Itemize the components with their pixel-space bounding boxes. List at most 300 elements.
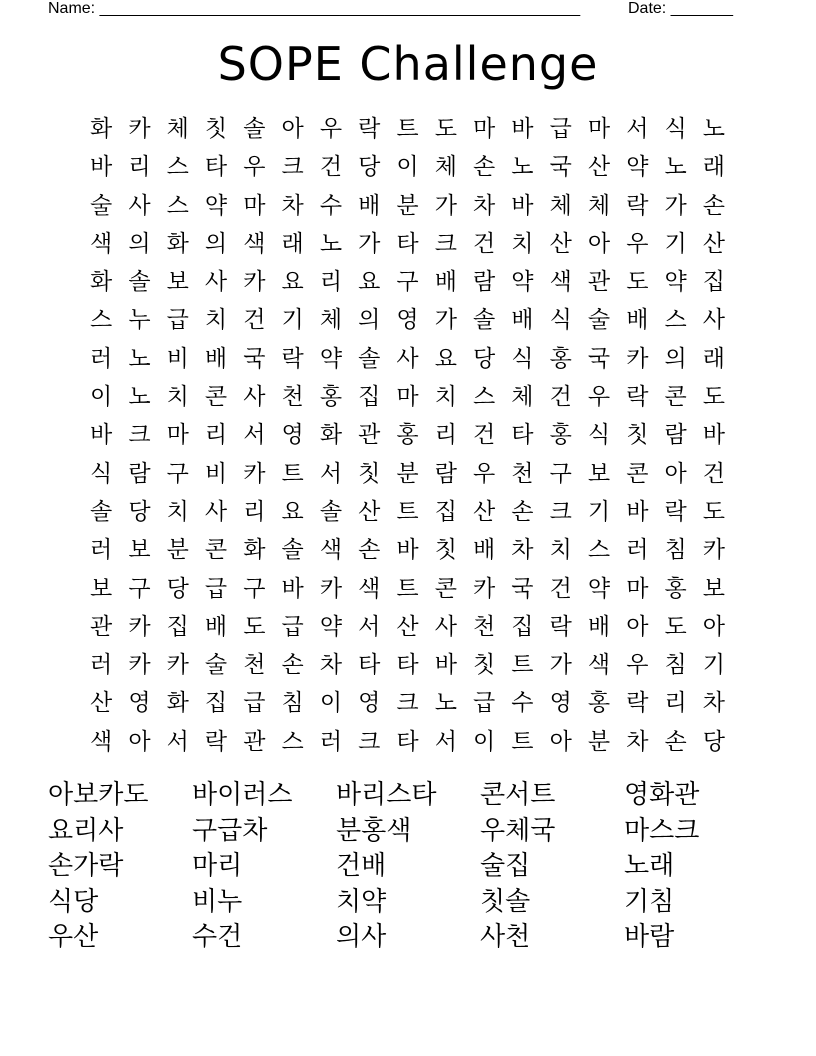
grid-letter[interactable]: 람 — [664, 422, 687, 449]
grid-letter[interactable]: 가 — [549, 652, 572, 679]
grid-letter[interactable]: 약 — [587, 575, 611, 602]
grid-letter[interactable]: 색 — [90, 728, 113, 755]
grid-letter[interactable]: 칫 — [434, 537, 457, 564]
word-list-item: 구급차 — [192, 815, 268, 846]
grid-letter[interactable]: 요 — [281, 269, 304, 296]
grid-letter[interactable]: 건 — [243, 307, 266, 334]
grid-letter[interactable]: 치 — [434, 384, 457, 411]
grid-letter[interactable]: 락 — [358, 116, 381, 142]
grid-letter[interactable]: 산 — [549, 230, 572, 257]
grid-letter[interactable]: 체 — [434, 154, 457, 181]
grid-letter[interactable]: 서 — [358, 613, 381, 640]
grid-letter[interactable]: 수 — [319, 192, 343, 219]
grid-letter[interactable]: 치 — [511, 230, 534, 257]
grid-letter[interactable]: 스 — [664, 307, 687, 334]
grid-letter[interactable]: 카 — [166, 652, 189, 679]
grid-letter[interactable]: 기 — [702, 652, 725, 679]
grid-letter[interactable]: 리 — [243, 498, 266, 525]
grid-letter[interactable]: 배 — [587, 613, 611, 640]
grid-letter[interactable]: 배 — [204, 613, 228, 640]
grid-letter[interactable]: 치 — [549, 537, 572, 564]
grid-letter[interactable]: 러 — [626, 537, 649, 564]
grid-letter[interactable]: 영 — [358, 690, 381, 717]
grid-letter[interactable]: 콘 — [434, 575, 457, 602]
grid-letter[interactable]: 분 — [166, 537, 189, 564]
grid-letter[interactable]: 차 — [626, 728, 649, 755]
grid-letter[interactable]: 가 — [434, 192, 457, 219]
grid-letter[interactable]: 집 — [511, 613, 534, 640]
grid-letter[interactable]: 리 — [434, 422, 457, 449]
grid-letter[interactable]: 급 — [281, 613, 304, 640]
grid-letter[interactable]: 크 — [434, 230, 457, 257]
grid-letter[interactable]: 당 — [473, 345, 496, 372]
grid-letter[interactable]: 홍 — [549, 422, 572, 449]
grid-letter[interactable]: 손 — [358, 537, 381, 564]
grid-letter[interactable]: 색 — [549, 269, 572, 296]
grid-letter[interactable]: 보 — [587, 460, 611, 487]
grid-letter[interactable]: 국 — [549, 154, 572, 181]
grid-letter[interactable]: 침 — [664, 652, 687, 679]
grid-letter[interactable]: 천 — [511, 460, 534, 487]
grid-letter[interactable]: 천 — [281, 384, 304, 411]
grid-letter[interactable]: 국 — [587, 345, 611, 372]
grid-letter[interactable]: 치 — [166, 384, 189, 411]
grid-letter[interactable]: 집 — [434, 498, 457, 525]
grid-letter[interactable]: 배 — [626, 307, 649, 334]
grid-letter[interactable]: 술 — [204, 652, 228, 679]
grid-letter[interactable]: 급 — [243, 690, 266, 717]
grid-letter[interactable]: 관 — [358, 422, 381, 449]
word-list-item: 분홍색 — [336, 815, 412, 846]
grid-letter[interactable]: 리 — [204, 422, 228, 449]
grid-letter[interactable]: 영 — [128, 690, 151, 717]
word-list-item: 바리스타 — [336, 780, 437, 810]
grid-letter[interactable]: 손 — [281, 652, 304, 679]
grid-letter[interactable]: 천 — [473, 613, 496, 640]
grid-letter[interactable]: 솔 — [358, 345, 381, 372]
grid-letter[interactable]: 락 — [626, 384, 649, 411]
grid-letter[interactable]: 홍 — [319, 384, 343, 411]
grid-letter[interactable]: 타 — [511, 422, 534, 449]
grid-letter[interactable]: 배 — [511, 307, 534, 334]
grid-letter[interactable]: 사 — [434, 613, 457, 640]
grid-letter[interactable]: 체 — [511, 384, 534, 411]
grid-letter[interactable]: 솔 — [319, 498, 343, 525]
grid-letter[interactable]: 러 — [90, 537, 113, 564]
grid-letter[interactable]: 술 — [90, 192, 113, 219]
grid-letter[interactable]: 당 — [128, 498, 151, 525]
grid-letter[interactable]: 의 — [204, 230, 228, 257]
grid-letter[interactable]: 바 — [90, 154, 113, 181]
grid-letter[interactable]: 바 — [434, 652, 457, 679]
grid-letter[interactable]: 비 — [166, 345, 189, 372]
grid-letter[interactable]: 도 — [626, 269, 649, 296]
grid-letter[interactable]: 스 — [281, 728, 304, 755]
grid-letter[interactable]: 화 — [243, 537, 266, 564]
grid-letter[interactable]: 체 — [549, 192, 572, 219]
grid-letter[interactable]: 크 — [358, 728, 381, 755]
grid-letter[interactable]: 산 — [587, 154, 611, 181]
word-list-item: 손가락 — [48, 851, 124, 881]
grid-letter[interactable]: 국 — [243, 345, 266, 372]
grid-letter[interactable]: 노 — [664, 154, 687, 181]
grid-letter[interactable]: 구 — [243, 575, 266, 602]
word-list-item: 바람 — [624, 922, 675, 952]
grid-letter[interactable]: 아 — [626, 613, 649, 640]
grid-letter[interactable]: 이 — [90, 384, 113, 411]
grid-letter[interactable]: 홍 — [587, 690, 611, 717]
grid-letter[interactable]: 이 — [319, 690, 343, 717]
grid-letter[interactable]: 손 — [702, 192, 725, 219]
grid-letter[interactable]: 락 — [664, 498, 687, 525]
grid-letter[interactable]: 서 — [434, 728, 457, 755]
grid-letter[interactable]: 바 — [702, 422, 725, 449]
grid-letter[interactable]: 산 — [702, 230, 725, 257]
grid-letter[interactable]: 식 — [511, 345, 534, 372]
grid-letter[interactable]: 트 — [396, 116, 419, 142]
grid-letter[interactable]: 노 — [511, 154, 534, 181]
grid-letter[interactable]: 마 — [473, 116, 496, 142]
grid-letter[interactable]: 솔 — [243, 116, 266, 142]
grid-letter[interactable]: 보 — [702, 575, 725, 602]
grid-letter[interactable]: 스 — [90, 307, 113, 334]
grid-letter[interactable]: 아 — [281, 116, 304, 142]
grid-letter[interactable]: 서 — [626, 116, 649, 142]
grid-letter[interactable]: 침 — [281, 690, 304, 717]
grid-letter[interactable]: 기 — [281, 307, 304, 334]
grid-letter[interactable]: 도 — [243, 613, 266, 640]
grid-letter[interactable]: 관 — [243, 728, 266, 755]
grid-letter[interactable]: 급 — [549, 116, 572, 142]
grid-letter[interactable]: 콘 — [664, 384, 687, 411]
word-list-item: 마스크 — [624, 815, 700, 846]
grid-letter[interactable]: 의 — [358, 307, 381, 334]
grid-letter[interactable]: 러 — [90, 345, 113, 372]
grid-letter[interactable]: 당 — [358, 154, 381, 181]
grid-letter[interactable]: 비 — [204, 460, 228, 487]
grid-letter[interactable]: 구 — [166, 460, 189, 487]
grid-letter[interactable]: 마 — [587, 116, 611, 142]
grid-letter[interactable]: 천 — [243, 652, 266, 679]
grid-letter[interactable]: 솔 — [128, 269, 151, 296]
grid-letter[interactable]: 영 — [396, 307, 419, 334]
grid-letter[interactable]: 화 — [166, 690, 189, 717]
grid-letter[interactable]: 배 — [358, 192, 381, 219]
grid-letter[interactable]: 급 — [204, 575, 228, 602]
name-field-label[interactable]: Name: ______________________________________________________ — [48, 0, 581, 17]
grid-letter[interactable]: 람 — [128, 460, 151, 487]
grid-letter[interactable]: 카 — [128, 652, 151, 679]
grid-letter[interactable]: 카 — [128, 116, 151, 142]
grid-letter[interactable]: 스 — [587, 537, 611, 564]
grid-letter[interactable]: 카 — [626, 345, 649, 372]
grid-letter[interactable]: 건 — [473, 230, 496, 257]
grid-letter[interactable]: 트 — [396, 575, 419, 602]
grid-letter[interactable]: 가 — [434, 307, 457, 334]
grid-letter[interactable]: 스 — [166, 154, 189, 181]
grid-letter[interactable]: 마 — [626, 575, 649, 602]
grid-letter[interactable]: 칫 — [358, 460, 381, 487]
grid-letter[interactable]: 카 — [243, 460, 266, 487]
grid-letter[interactable]: 락 — [626, 690, 649, 717]
grid-letter[interactable]: 색 — [358, 575, 381, 602]
grid-letter[interactable]: 서 — [319, 460, 343, 487]
grid-letter[interactable]: 식 — [90, 460, 113, 487]
grid-letter[interactable]: 래 — [702, 345, 725, 372]
grid-letter[interactable]: 산 — [473, 498, 496, 525]
grid-letter[interactable]: 콘 — [204, 384, 228, 411]
grid-letter[interactable]: 손 — [473, 154, 496, 181]
grid-letter[interactable]: 기 — [664, 230, 687, 257]
grid-letter[interactable]: 러 — [90, 652, 113, 679]
grid-letter[interactable]: 색 — [90, 230, 113, 257]
grid-letter[interactable]: 타 — [396, 230, 419, 257]
grid-letter[interactable]: 타 — [358, 652, 381, 679]
grid-letter[interactable]: 산 — [396, 613, 419, 640]
grid-letter[interactable]: 칫 — [626, 422, 649, 449]
grid-letter[interactable]: 도 — [702, 384, 725, 411]
grid-letter[interactable]: 노 — [128, 384, 151, 411]
grid-letter[interactable]: 분 — [396, 192, 419, 219]
grid-letter[interactable]: 아 — [549, 728, 572, 755]
grid-letter[interactable]: 보 — [166, 269, 189, 296]
grid-letter[interactable]: 서 — [166, 728, 189, 755]
word-list-item: 건배 — [336, 851, 387, 881]
grid-letter[interactable]: 아 — [128, 728, 151, 755]
grid-letter[interactable]: 바 — [626, 498, 649, 525]
word-list — [48, 778, 768, 956]
grid-letter[interactable]: 우 — [587, 384, 611, 411]
grid-letter[interactable]: 래 — [702, 154, 725, 181]
grid-letter[interactable]: 기 — [587, 498, 611, 525]
grid-letter[interactable]: 도 — [664, 613, 687, 640]
grid-letter[interactable]: 솔 — [90, 498, 113, 525]
grid-letter[interactable]: 사 — [396, 345, 419, 372]
grid-letter[interactable]: 솔 — [473, 307, 496, 334]
grid-letter[interactable]: 색 — [587, 652, 611, 679]
grid-letter[interactable]: 타 — [396, 728, 419, 755]
grid-letter[interactable]: 스 — [166, 192, 189, 219]
date-field-label[interactable]: Date: _______ — [628, 0, 733, 17]
grid-letter[interactable]: 손 — [511, 498, 534, 525]
grid-letter[interactable]: 노 — [319, 230, 343, 257]
grid-letter[interactable]: 홍 — [664, 575, 687, 602]
grid-letter[interactable]: 도 — [702, 498, 725, 525]
grid-letter[interactable]: 화 — [90, 269, 113, 296]
grid-letter[interactable]: 의 — [128, 230, 151, 257]
grid-letter[interactable]: 치 — [204, 307, 228, 334]
grid-letter[interactable]: 아 — [587, 230, 611, 257]
grid-letter[interactable]: 약 — [319, 345, 343, 372]
grid-letter[interactable]: 색 — [243, 230, 266, 257]
grid-letter[interactable]: 국 — [511, 575, 534, 602]
grid-letter[interactable]: 식 — [587, 422, 611, 449]
grid-letter[interactable]: 식 — [549, 307, 572, 334]
grid-letter[interactable]: 집 — [702, 269, 725, 296]
grid-letter[interactable]: 락 — [549, 613, 572, 640]
grid-letter[interactable]: 홍 — [549, 345, 572, 372]
grid-letter[interactable]: 아 — [664, 460, 687, 487]
grid-letter[interactable]: 영 — [281, 422, 304, 449]
grid-letter[interactable]: 구 — [549, 460, 572, 487]
grid-letter[interactable]: 도 — [434, 116, 457, 142]
grid-letter[interactable]: 람 — [434, 460, 457, 487]
grid-letter[interactable]: 트 — [281, 460, 304, 487]
grid-letter[interactable]: 의 — [664, 345, 687, 372]
grid-letter[interactable]: 건 — [549, 384, 572, 411]
grid-letter[interactable]: 약 — [511, 269, 534, 296]
grid-letter[interactable]: 요 — [434, 345, 457, 372]
grid-letter[interactable]: 관 — [90, 613, 113, 640]
grid-letter[interactable]: 요 — [281, 498, 304, 525]
grid-letter[interactable]: 락 — [204, 728, 228, 755]
grid-letter[interactable]: 가 — [358, 230, 381, 257]
grid-letter[interactable]: 크 — [281, 154, 304, 181]
grid-letter[interactable]: 카 — [473, 575, 496, 602]
grid-letter[interactable]: 약 — [626, 154, 649, 181]
grid-letter[interactable]: 노 — [128, 345, 151, 372]
grid-letter[interactable]: 람 — [473, 269, 496, 296]
word-list-item: 치약 — [336, 886, 387, 917]
grid-letter[interactable]: 트 — [396, 498, 419, 525]
grid-letter[interactable]: 보 — [90, 575, 113, 602]
grid-letter[interactable]: 건 — [702, 460, 725, 487]
grid-letter[interactable]: 카 — [243, 269, 266, 296]
grid-letter[interactable]: 누 — [128, 307, 151, 334]
grid-letter[interactable]: 가 — [664, 192, 687, 219]
grid-letter[interactable]: 우 — [243, 154, 266, 181]
grid-letter[interactable]: 영 — [549, 690, 572, 717]
grid-letter[interactable]: 리 — [128, 154, 151, 181]
grid-letter[interactable]: 칫 — [204, 116, 228, 142]
grid-letter[interactable]: 우 — [626, 652, 649, 679]
grid-letter[interactable]: 약 — [319, 613, 343, 640]
grid-letter[interactable]: 마 — [396, 384, 419, 411]
grid-letter[interactable]: 요 — [358, 269, 381, 296]
grid-letter[interactable]: 약 — [664, 269, 687, 296]
grid-letter[interactable]: 체 — [319, 307, 343, 334]
grid-letter[interactable]: 트 — [511, 728, 534, 755]
grid-letter[interactable]: 구 — [128, 575, 151, 602]
grid-letter[interactable]: 보 — [128, 537, 151, 564]
grid-letter[interactable]: 배 — [473, 537, 496, 564]
grid-letter[interactable]: 카 — [702, 537, 725, 564]
grid-letter[interactable]: 식 — [664, 116, 687, 142]
grid-letter[interactable]: 차 — [319, 652, 343, 679]
grid-letter[interactable]: 집 — [166, 613, 189, 640]
grid-letter[interactable]: 사 — [243, 384, 266, 411]
grid-letter[interactable]: 러 — [319, 728, 343, 755]
grid-letter[interactable]: 당 — [166, 575, 189, 602]
grid-letter[interactable]: 화 — [90, 116, 113, 142]
grid-letter[interactable]: 사 — [204, 498, 228, 525]
grid-letter[interactable]: 건 — [319, 154, 343, 181]
grid-letter[interactable]: 솔 — [281, 537, 304, 564]
grid-letter[interactable]: 바 — [90, 422, 113, 449]
grid-letter[interactable]: 카 — [319, 575, 343, 602]
grid-letter[interactable]: 사 — [204, 269, 228, 296]
grid-letter[interactable]: 리 — [319, 269, 343, 296]
grid-letter[interactable]: 트 — [511, 652, 534, 679]
grid-letter[interactable]: 콘 — [626, 460, 649, 487]
grid-letter[interactable]: 카 — [128, 613, 151, 640]
grid-letter[interactable]: 타 — [396, 652, 419, 679]
grid-letter[interactable]: 사 — [128, 192, 151, 219]
grid-letter[interactable]: 락 — [281, 345, 304, 372]
grid-letter[interactable]: 배 — [204, 345, 228, 372]
grid-letter[interactable]: 차 — [473, 192, 496, 219]
grid-letter[interactable]: 홍 — [396, 422, 419, 449]
grid-letter[interactable]: 바 — [281, 575, 304, 602]
grid-letter[interactable]: 크 — [549, 498, 572, 525]
grid-letter[interactable]: 급 — [166, 307, 189, 334]
grid-letter[interactable]: 우 — [626, 230, 649, 257]
grid-letter[interactable]: 아 — [702, 613, 725, 640]
grid-letter[interactable]: 바 — [396, 537, 419, 564]
grid-letter[interactable]: 손 — [664, 728, 687, 755]
grid-letter[interactable]: 노 — [434, 690, 457, 717]
grid-letter[interactable]: 집 — [204, 690, 228, 717]
grid-letter[interactable]: 급 — [473, 690, 496, 717]
grid-letter[interactable]: 색 — [319, 537, 343, 564]
grid-letter[interactable]: 스 — [473, 384, 496, 411]
grid-letter[interactable]: 콘 — [204, 537, 228, 564]
grid-letter[interactable]: 차 — [702, 690, 725, 717]
grid-letter[interactable]: 건 — [549, 575, 572, 602]
grid-letter[interactable]: 마 — [243, 192, 266, 219]
grid-letter[interactable]: 차 — [511, 537, 534, 564]
grid-letter[interactable]: 산 — [90, 690, 113, 717]
grid-letter[interactable]: 치 — [166, 498, 189, 525]
grid-letter[interactable]: 노 — [702, 116, 725, 142]
grid-letter[interactable]: 구 — [396, 269, 419, 296]
grid-letter[interactable]: 서 — [243, 422, 266, 449]
grid-letter[interactable]: 당 — [702, 728, 725, 755]
grid-letter[interactable]: 건 — [473, 422, 496, 449]
grid-letter[interactable]: 리 — [664, 690, 687, 717]
grid-letter[interactable]: 바 — [511, 116, 534, 142]
grid-letter[interactable]: 크 — [396, 690, 419, 717]
grid-letter[interactable]: 락 — [626, 192, 649, 219]
grid-letter[interactable]: 마 — [166, 422, 189, 449]
grid-letter[interactable]: 크 — [128, 422, 151, 449]
grid-letter[interactable]: 이 — [473, 728, 496, 755]
grid-letter[interactable]: 우 — [473, 460, 496, 487]
grid-letter[interactable]: 바 — [511, 192, 534, 219]
grid-letter[interactable]: 술 — [587, 307, 611, 334]
grid-letter[interactable]: 배 — [434, 269, 457, 296]
grid-letter[interactable]: 칫 — [473, 652, 496, 679]
grid-letter[interactable]: 약 — [204, 192, 228, 219]
grid-letter[interactable]: 산 — [358, 498, 381, 525]
grid-letter[interactable]: 사 — [702, 307, 725, 334]
grid-letter[interactable]: 체 — [587, 192, 611, 219]
grid-letter[interactable]: 분 — [587, 728, 611, 755]
grid-letter[interactable]: 화 — [166, 230, 189, 257]
grid-letter[interactable]: 수 — [511, 690, 534, 717]
grid-letter[interactable]: 타 — [204, 154, 228, 181]
grid-letter[interactable]: 집 — [358, 384, 381, 411]
grid-letter[interactable]: 침 — [664, 537, 687, 564]
grid-letter[interactable]: 이 — [396, 154, 419, 181]
grid-letter[interactable]: 화 — [319, 422, 343, 449]
grid-letter[interactable]: 차 — [281, 192, 304, 219]
grid-letter[interactable]: 우 — [319, 116, 343, 142]
grid-letter[interactable]: 관 — [587, 269, 611, 296]
grid-letter[interactable]: 체 — [166, 116, 189, 142]
grid-letter[interactable]: 래 — [281, 230, 304, 257]
grid-letter[interactable]: 분 — [396, 460, 419, 487]
